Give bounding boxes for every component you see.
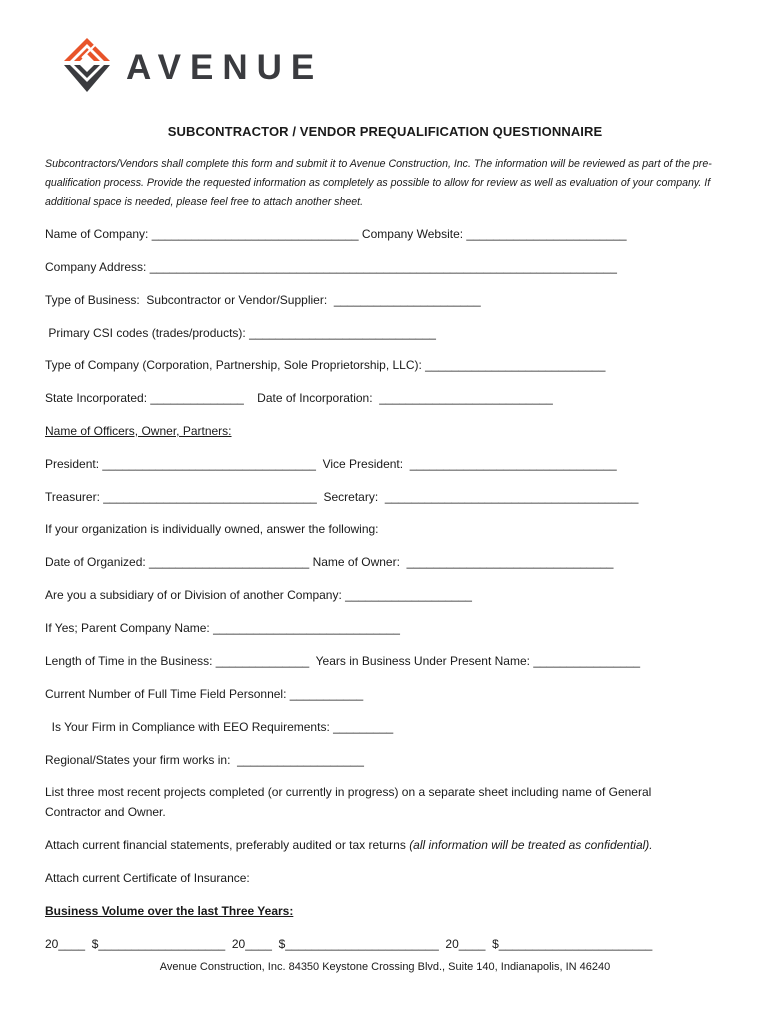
individual-owned-note: If your organization is individually owned, answer the following: xyxy=(45,522,379,536)
officers-heading: Name of Officers, Owner, Partners: xyxy=(45,424,232,438)
document-title: SUBCONTRACTOR / VENDOR PREQUALIFICATION QUESTIONNAIRE xyxy=(167,124,603,139)
state-incorporated-field[interactable]: State Incorporated: ______________ Date of Incorporation: __________________________ xyxy=(45,391,553,405)
projects-instruction-line-2: Contractor and Owner. xyxy=(45,805,166,819)
insurance-instruction: Attach current Certificate of Insurance: xyxy=(45,871,250,885)
subsidiary-field[interactable]: Are you a subsidiary of or Division of another Company: ___________________ xyxy=(45,588,472,602)
financial-statements-instruction xyxy=(45,837,653,853)
avenue-logo xyxy=(62,36,332,100)
page-footer: Avenue Construction, Inc. 84350 Keystone Crossing Blvd., Suite 140, Indianapolis, IN 46240 xyxy=(159,961,611,973)
business-volume-heading: Business Volume over the last Three Years: xyxy=(45,904,294,918)
avenue-logo-mark-icon xyxy=(62,36,112,94)
company-type-field[interactable]: Type of Company (Corporation, Partnership, Sole Proprietorship, LLC): ___________________________ xyxy=(45,358,606,372)
company-name-field[interactable]: Name of Company: _______________________________ Company Website: ________________________ xyxy=(45,227,627,241)
financial-statements-text: Attach current financial statements, preferably audited or tax returns xyxy=(45,838,410,852)
logo-wordmark: AVENUE xyxy=(126,48,324,87)
projects-instruction-line-1: List three most recent projects completed (or currently in progress) on a separate sheet including name of General xyxy=(45,785,652,799)
eeo-compliance-field[interactable]: Is Your Firm in Compliance with EEO Requirements: _________ xyxy=(45,720,394,734)
field-personnel-field[interactable]: Current Number of Full Time Field Personnel: ___________ xyxy=(45,687,364,701)
president-field[interactable]: President: ________________________________ Vice President: _______________________________ xyxy=(45,457,617,471)
business-type-field[interactable]: Type of Business: Subcontractor or Vendor/Supplier: ______________________ xyxy=(45,293,481,307)
parent-company-field[interactable]: If Yes; Parent Company Name: ____________________________ xyxy=(45,621,400,635)
csi-codes-field[interactable]: Primary CSI codes (trades/products): ____________________________ xyxy=(45,326,436,340)
length-of-time-field[interactable]: Length of Time in the Business: ______________ Years in Business Under Present Name: ________________ xyxy=(45,654,641,668)
company-address-field[interactable]: Company Address: ______________________________________________________________________ xyxy=(45,260,617,274)
intro-paragraph: Subcontractors/Vendors shall complete this form and submit it to Avenue Construction, Inc. The information will be reviewed as part of the pre-qualification process. Provide the requested information as completely as possible to allow for review as well as evaluation of your company. If additional space is needed, please feel free to attach another sheet. xyxy=(45,158,712,208)
business-volume-fields[interactable]: 20____ $___________________ 20____ $_______________________ 20____ $_______________________ xyxy=(45,937,653,951)
date-organized-field[interactable]: Date of Organized: ________________________ Name of Owner: _______________________________ xyxy=(45,555,614,569)
regions-field[interactable]: Regional/States your firm works in: ___________________ xyxy=(45,753,364,767)
confidential-note: (all information will be treated as confidential). xyxy=(409,838,653,852)
treasurer-field[interactable]: Treasurer: ________________________________ Secretary: ______________________________________ xyxy=(45,490,639,504)
